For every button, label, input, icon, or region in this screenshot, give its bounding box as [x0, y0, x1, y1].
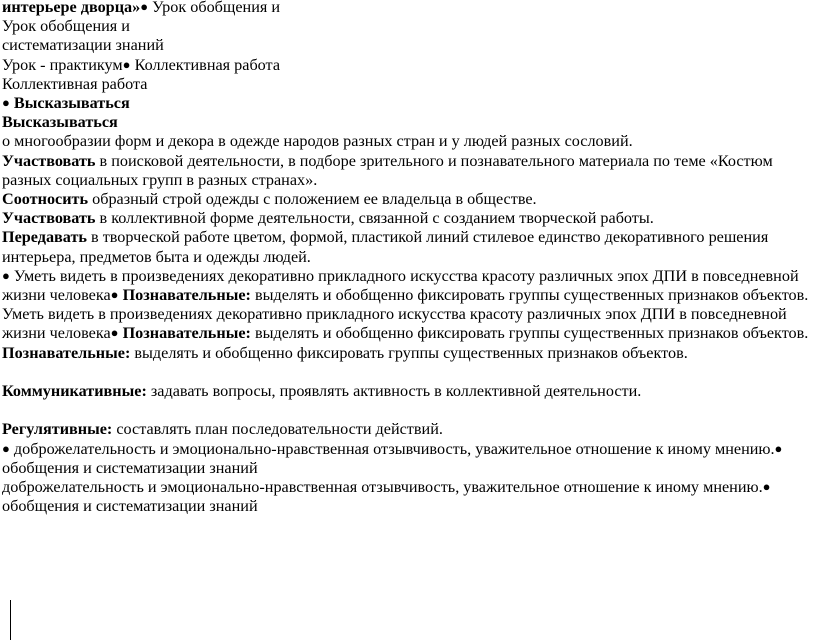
palace-interior-bold: интерьере дворца»: [2, 0, 141, 16]
para-participate-search: [2, 152, 812, 190]
practicum-text: Урок - практикум: [2, 55, 123, 74]
regulative-text: составлять план последовательности действий.: [112, 420, 443, 439]
regulative-bold: Регулятивные:: [2, 420, 113, 439]
line-generalize: обобщения и систематизации знаний: [2, 458, 258, 477]
para-see-beauty: [2, 305, 812, 343]
line-generalize-2: обобщения и систематизации знаний: [2, 497, 258, 516]
collective-work-text: Коллективная работа: [130, 55, 281, 74]
participate2-bold: Участвовать: [2, 209, 96, 228]
bullet-icon: ●: [774, 440, 783, 456]
kindness-text: доброжелательность и эмоционально-нравственная отзывчивость, уважительное отношение к иному мнению.: [9, 439, 775, 458]
cognitive-text-2: выделять и обобщенно фиксировать группы существенных признаков объектов.: [250, 324, 809, 343]
para-kindness-bullet: [2, 440, 812, 459]
bullet-icon: ●: [2, 267, 10, 283]
line-diversity: о многообразии форм и декора в одежде народов разных стран и у людей разных сословий.: [2, 132, 633, 151]
bullet-icon: ●: [762, 479, 771, 495]
blank-line: [2, 401, 812, 420]
para-regulative: [2, 420, 812, 439]
see-beauty-text-2: Уметь видеть в произведениях декоративно прикладного искусства красоту различных эпох ДПИ в повседневной жизни человека: [2, 305, 787, 343]
line-systematization: систематизации знаний: [2, 36, 164, 55]
line-express-bullet: [2, 94, 812, 113]
participate-text: в поисковой деятельности, в подборе зрительного и познавательного материала по теме «Костюм разных социальных групп в разных странах».: [2, 151, 773, 189]
para-participate-collective: [2, 209, 812, 228]
line-palace-interior: [2, 0, 812, 17]
para-correlate: [2, 190, 812, 209]
express-bold: Высказываться: [9, 94, 130, 113]
line-express: [2, 113, 812, 132]
para-kindness: [2, 478, 812, 497]
see-beauty-text: Уметь видеть в произведениях декоративно прикладного искусства красоту различных эпох ДПИ в повседневной жизни человека: [2, 266, 799, 305]
para-cognitive: [2, 344, 812, 363]
left-margin-rule: [10, 600, 11, 640]
bullet-icon: ●: [110, 287, 119, 303]
bullet-icon: ●: [2, 95, 10, 111]
participate2-text: в коллективной форме деятельности, связанной с созданием творческой работы.: [95, 209, 654, 228]
convey-text: в творческой работе цветом, формой, пластикой линий стилевое единство декоративного решения интерьера, предметов быта и одежды людей.: [2, 228, 769, 266]
kindness-text-2: доброжелательность и эмоционально-нравственная отзывчивость, уважительное отношение к иному мнению.: [2, 478, 763, 497]
para-communicative: [2, 382, 812, 401]
line-collective-work: Коллективная работа: [2, 74, 148, 93]
bullet-icon: ●: [122, 56, 131, 72]
line-lesson-generalization: Урок обобщения и: [2, 17, 130, 36]
para-see-beauty-bullet: [2, 267, 812, 305]
cognitive-bold-2: Познавательные:: [118, 324, 251, 343]
express-bold-2: Высказываться: [2, 113, 118, 132]
correlate-text: образный строй одежды с положением ее владельца в обществе.: [88, 190, 537, 209]
cognitive-bold-3: Познавательные:: [2, 343, 131, 362]
para-convey: [2, 228, 812, 266]
lesson-generalization-text: Урок обобщения и: [148, 0, 281, 16]
line-practicum: [2, 56, 812, 75]
bullet-icon: ●: [140, 0, 149, 14]
participate-bold: Участвовать: [2, 151, 96, 170]
blank-line: [2, 363, 812, 382]
document-body: [2, 0, 812, 516]
communicative-text: задавать вопросы, проявлять активность в коллективной деятельности.: [146, 382, 642, 401]
bullet-icon: ●: [2, 440, 10, 456]
cognitive-text: выделять и обобщенно фиксировать группы существенных признаков объектов.: [250, 286, 809, 305]
convey-bold: Передавать: [2, 228, 87, 247]
communicative-bold: Коммуникативные:: [2, 382, 147, 401]
cognitive-text-3: выделять и обобщенно фиксировать группы существенных признаков объектов.: [130, 343, 688, 362]
cognitive-bold: Познавательные:: [118, 286, 251, 305]
bullet-icon: ●: [110, 325, 119, 341]
correlate-bold: Соотносить: [2, 190, 89, 209]
